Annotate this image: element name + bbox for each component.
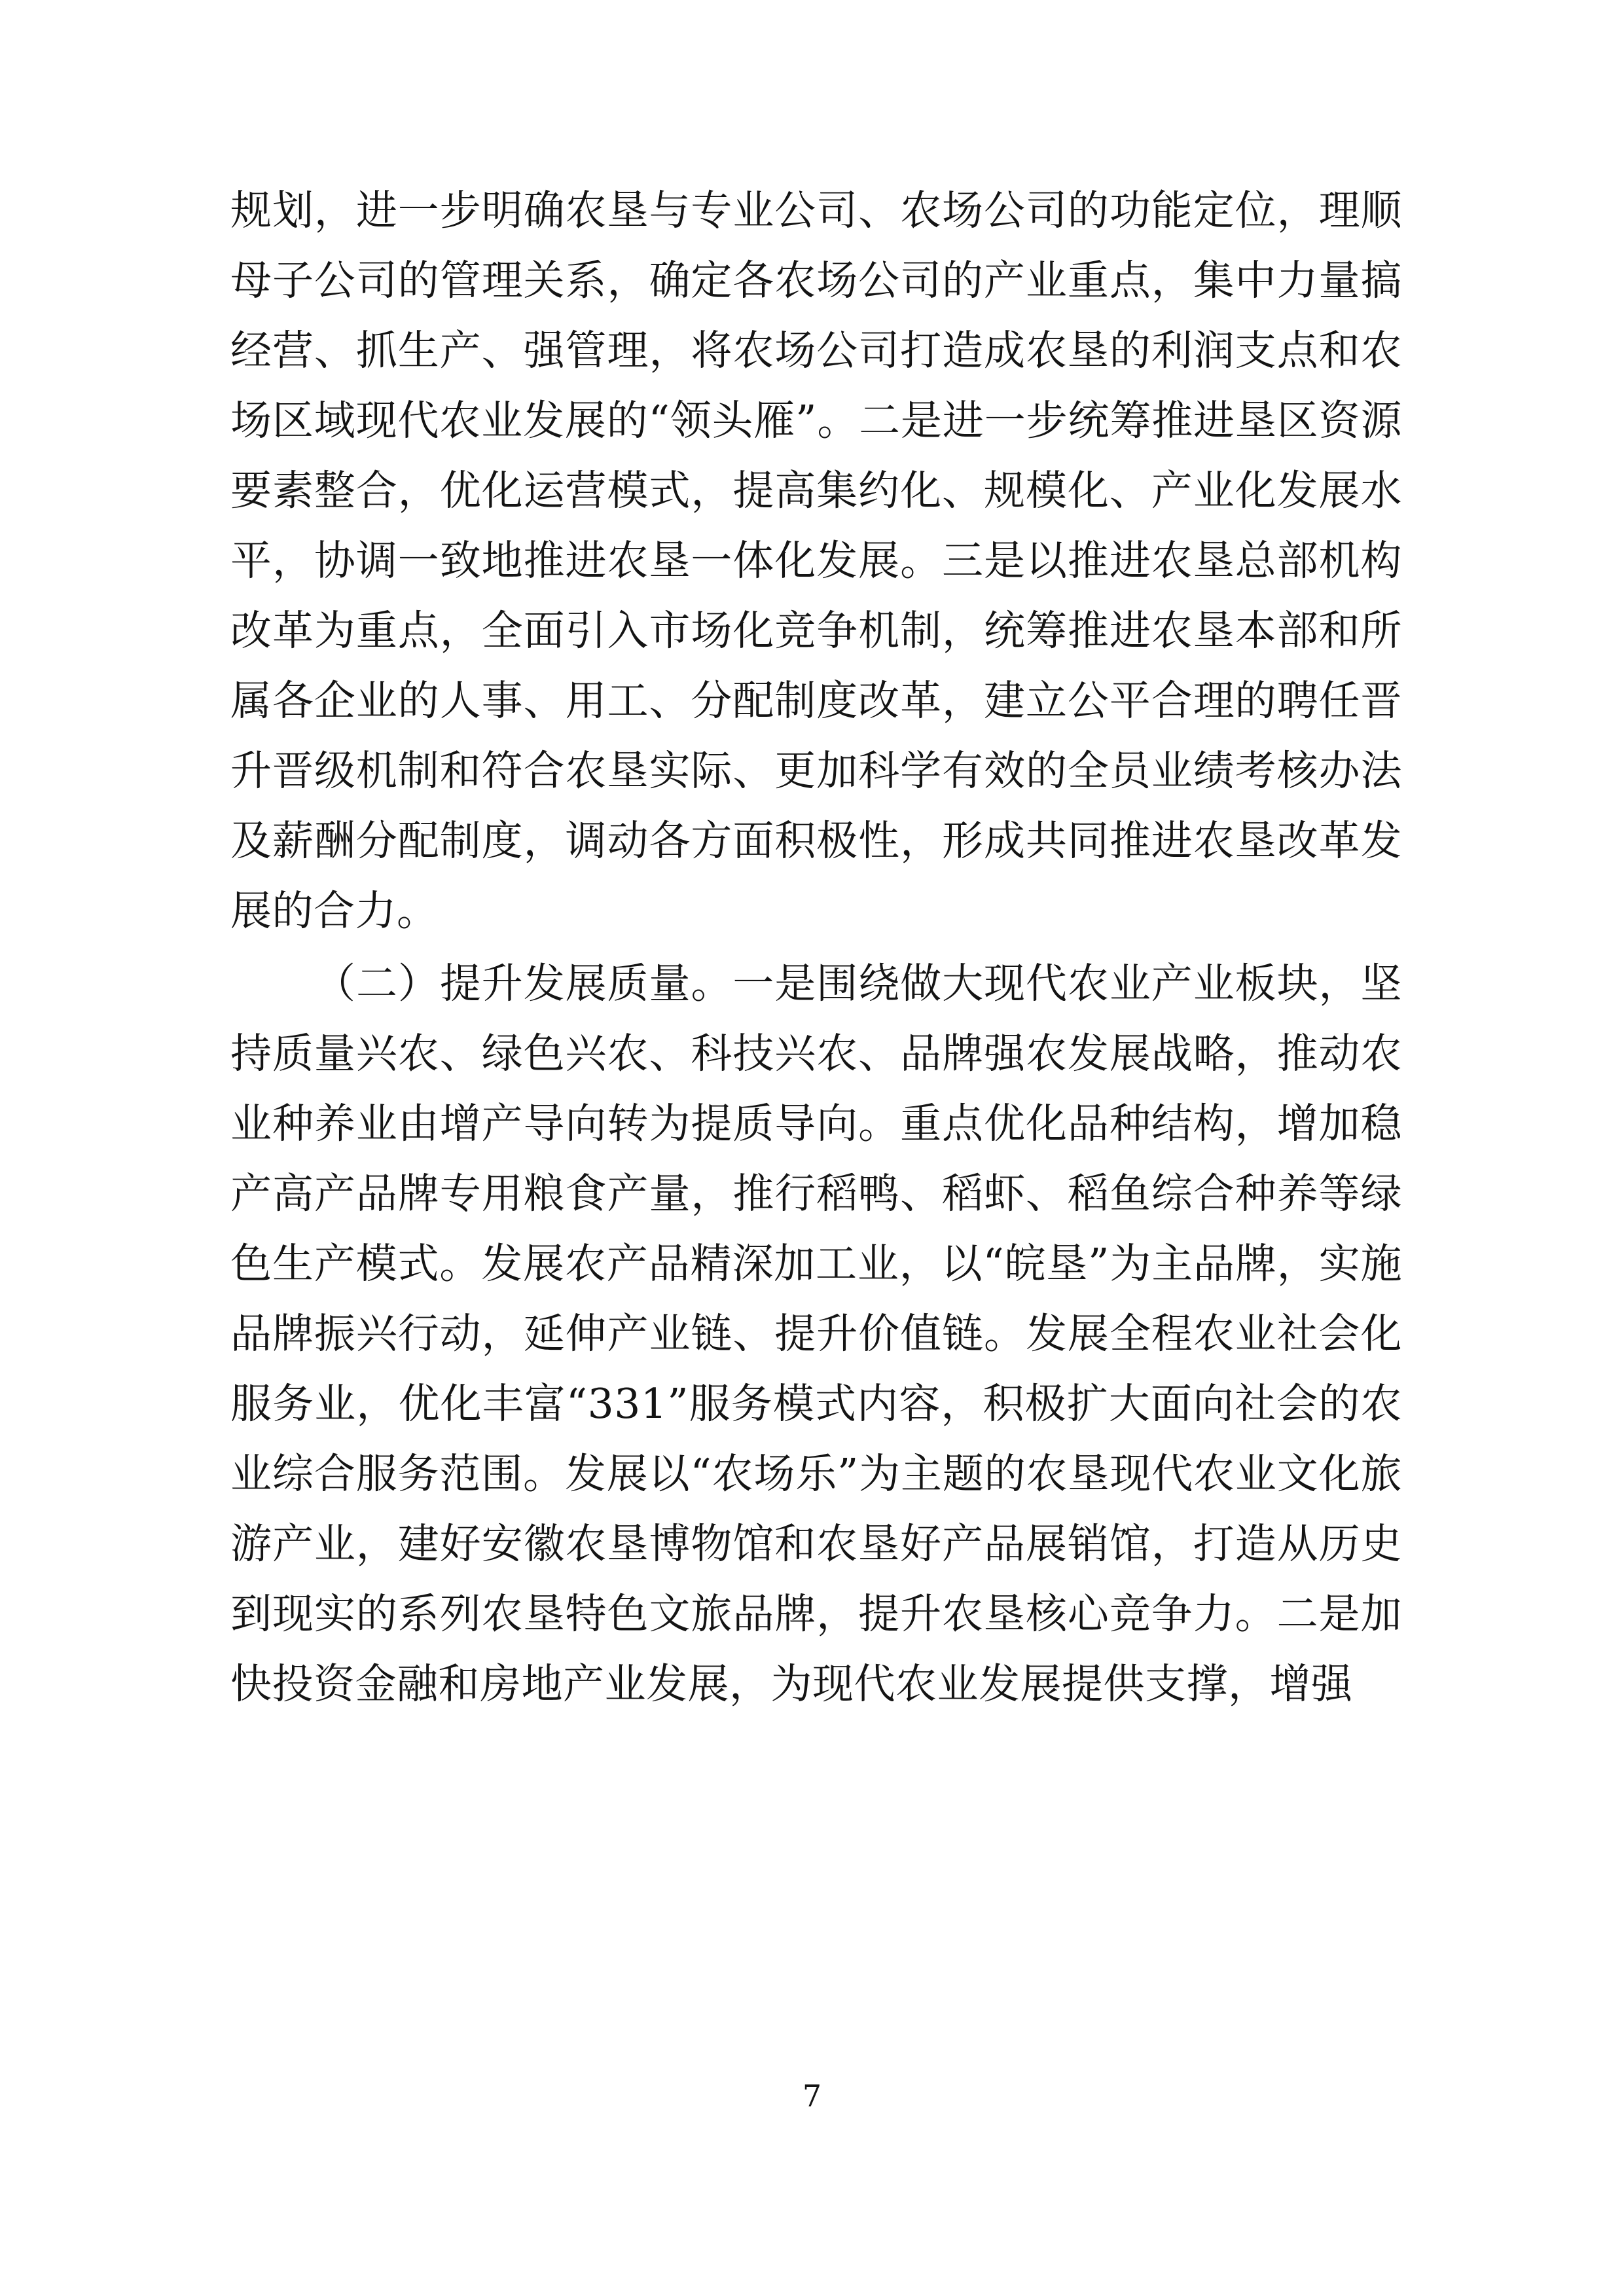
page-content: [230, 175, 1402, 1719]
body-paragraph-1: 规划，进一步明确农垦与专业公司、农场公司的功能定位，理顺母子公司的管理关系，确定各农场公司的产业重点，集中力量搞经营、抓生产、强管理，将农场公司打造成农垦的利润支点和农场区域现代农业发展的“领头雁”。二是进一步统筹推进垦区资源要素整合，优化运营模式，提高集约化、规模化、产业化发展水平，协调一致地推进农垦一体化发展。三是以推进农垦总部机构改革为重点，全面引入市场化竞争机制，统筹推进农垦本部和所属各企业的人事、用工、分配制度改革，建立公平合理的聘任晋升晋级机制和符合农垦实际、更加科学有效的全员业绩考核办法及薪酬分配制度，调动各方面积极性，形成共同推进农垦改革发展的合力。: [230, 187, 1402, 935]
body-paragraph-2: （二）提升发展质量。一是围绕做大现代农业产业板块，坚持质量兴农、绿色兴农、科技兴农、品牌强农发展战略，推动农业种养业由增产导向转为提质导向。重点优化品种结构，增加稳产高产品牌专用粮食产量，推行稻鸭、稻虾、稻鱼综合种养等绿色生产模式。发展农产品精深加工业，以“皖垦”为主品牌，实施品牌振兴行动，延伸产业链、提升价值链。发展全程农业社会化服务业，优化丰富“331”服务模式内容，积极扩大面向社会的农业综合服务范围。发展以“农场乐”为主题的农垦现代农业文化旅游产业，建好安徽农垦博物馆和农垦好产品展销馆，打造从历史到现实的系列农垦特色文旅品牌，提升农垦核心竞争力。二是加快投资金融和房地产业发展，为现代农业发展提供支撑，增强: [230, 960, 1402, 1708]
page-number: 7: [802, 2078, 822, 2114]
